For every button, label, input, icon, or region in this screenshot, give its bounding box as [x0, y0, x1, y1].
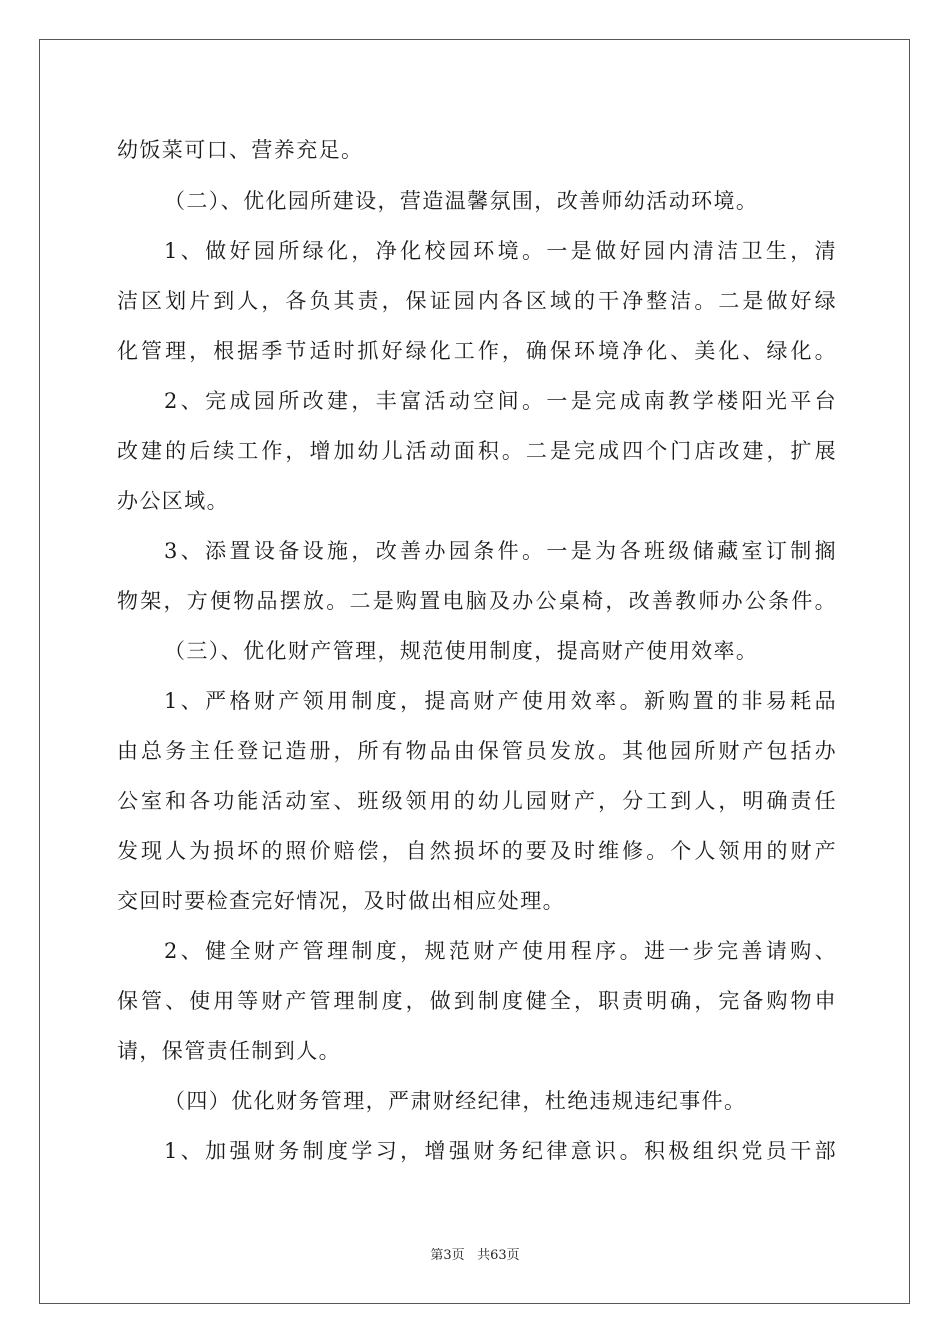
body-line: 交回时要检查完好情况，及时做出相应处理。 [117, 889, 565, 913]
body-line: 3、添置设备设施，改善办园条件。一是为各班级储藏室订制搁 [164, 539, 837, 563]
body-line: 2、完成园所改建，丰富活动空间。一是完成南教学楼阳光平台 [164, 389, 837, 413]
body-line: 办公区域。 [117, 489, 229, 513]
body-line: 请，保管责任制到人。 [117, 1039, 341, 1063]
body-line: 2、健全财产管理制度，规范财产使用程序。进一步完善请购、 [164, 939, 837, 963]
body-line: 保管、使用等财产管理制度，做到制度健全，职责明确，完备购物申 [117, 989, 837, 1013]
section-heading: （四）优化财务管理，严肃财经纪律，杜绝违规违纪事件。 [164, 1089, 747, 1113]
body-line: 物架，方便物品摆放。二是购置电脑及办公桌椅，改善教师办公条件。 [117, 589, 837, 613]
body-line: 改建的后续工作，增加幼儿活动面积。二是完成四个门店改建，扩展 [117, 439, 837, 463]
page-number: 第3页 [430, 1248, 465, 1263]
body-line: 发现人为损坏的照价赔偿，自然损坏的要及时维修。个人领用的财产 [117, 839, 837, 863]
body-line: 洁区划片到人，各负其责，保证园内各区域的干净整洁。二是做好绿 [117, 289, 837, 313]
body-line: 1、加强财务制度学习，增强财务纪律意识。积极组织党员干部 [164, 1139, 837, 1163]
body-line: 由总务主任登记造册，所有物品由保管员发放。其他园所财产包括办 [117, 739, 837, 763]
body-line: 1、做好园所绿化，净化校园环境。一是做好园内清洁卫生，清 [164, 239, 837, 263]
section-heading: （三）、优化财产管理，规范使用制度，提高财产使用效率。 [164, 639, 759, 663]
section-heading: （二）、优化园所建设，营造温馨氛围，改善师幼活动环境。 [164, 189, 759, 213]
page-footer [0, 1247, 950, 1265]
body-line: 1、严格财产领用制度，提高财产使用效率。新购置的非易耗品 [164, 689, 837, 713]
body-line: 幼饭菜可口、营养充足。 [117, 138, 364, 162]
page-total: 共63页 [477, 1248, 520, 1263]
body-line: 化管理，根据季节适时抓好绿化工作，确保环境净化、美化、绿化。 [117, 339, 837, 363]
body-line: 公室和各功能活动室、班级领用的幼儿园财产，分工到人，明确责任 [117, 789, 837, 813]
